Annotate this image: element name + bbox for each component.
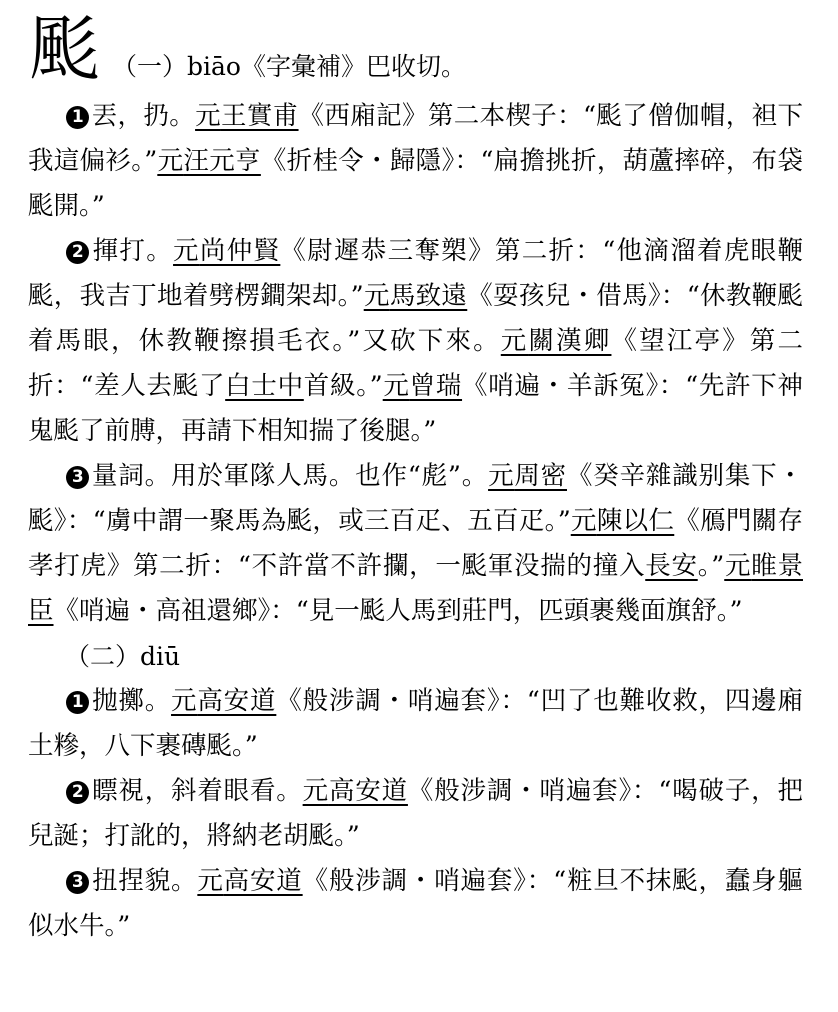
definition-text: 《哨遍・羊訴冤》：“先許下神鬼颩了前膊，再請下相知揣了後腿。” (28, 371, 803, 446)
definition-text: 丟，扔。 (91, 101, 196, 131)
proper-name: 汪元亨 (183, 146, 261, 176)
proper-name: 長安 (645, 551, 698, 581)
proper-name: 元 (363, 281, 390, 311)
proper-name: 高安道 (197, 686, 277, 716)
definition-text: 量詞。用於軍隊人馬。也作“彪”。 (91, 461, 489, 491)
definition-text: 《耍孩兒・借馬》：“休教鞭颩着馬眼，休教鞭擦損毛衣。”又砍下來。 (28, 281, 803, 356)
proper-name: 陳以仁 (596, 506, 675, 536)
proper-name: 馬致遠 (389, 281, 468, 311)
definition (28, 94, 803, 229)
definition-text: 。” (697, 551, 725, 581)
proper-name: 元 (171, 686, 198, 716)
proper-name: 曾瑞 (409, 371, 463, 401)
number-badge: 2 (66, 241, 89, 264)
proper-name: 關漢卿 (528, 326, 612, 356)
definition-text: 《望江亭》第二折：“差人去颩了 (28, 326, 803, 401)
proper-name: 元 (302, 776, 329, 806)
sense-2-label: （二）diū (65, 642, 181, 671)
proper-name: 元 (382, 371, 410, 401)
definition-text: 瞟視，斜着眼看。 (91, 776, 303, 806)
proper-name: 元 (195, 101, 221, 131)
proper-name: 王實甫 (220, 101, 299, 131)
definition (28, 679, 803, 769)
number-badge: 3 (66, 466, 89, 489)
proper-name: 元 (500, 326, 529, 356)
proper-name: 周密 (514, 461, 567, 491)
definition-text: 《鴈門關存孝打虎》第二折：“不許當不許攔，一颩軍没揣的撞入 (28, 506, 803, 581)
number-badge: 1 (66, 691, 89, 714)
proper-name: 元 (173, 236, 200, 266)
number-badge: 3 (66, 871, 89, 894)
headword: 颩 (30, 8, 100, 90)
definition (28, 859, 803, 949)
definition-text: 《哨遍・高祖還鄉》：“見一颩人馬到莊門，匹頭裹幾面旗舒。” (53, 596, 743, 626)
definition (28, 454, 803, 634)
definition-text: 《癸辛雜識别集下・颩》：“虜中謂一聚馬為颩，或三百疋、五百疋。” (28, 461, 803, 536)
sense-1-label: （一）biāo《字彙補》巴收切。 (112, 52, 466, 81)
proper-name: 尚仲賢 (199, 236, 281, 266)
proper-name: 元 (724, 551, 752, 581)
proper-name: 白士中 (225, 371, 304, 401)
number-badge: 1 (66, 106, 89, 129)
definition-text: 首級。” (303, 371, 383, 401)
proper-name: 睢景臣 (28, 551, 803, 626)
definition (28, 229, 803, 454)
entry-header (28, 10, 803, 88)
definition-text: 《般涉調・哨遍套》：“喝破子，把兒誕；打訛的，將納老胡颩。” (28, 776, 803, 851)
definition-text: 《般涉調・哨遍套》：“粧旦不抹颩，蠢身軀似水牛。” (28, 866, 803, 941)
definition-text: 《尉遲恭三奪槊》第二折：“他滴溜着虎眼鞭颩，我吉丁地着劈楞鐧架却。” (28, 236, 803, 311)
proper-name: 元 (157, 146, 184, 176)
proper-name: 元 (488, 461, 515, 491)
dictionary-entry (28, 10, 803, 949)
proper-name: 高安道 (223, 866, 303, 896)
proper-name: 高安道 (328, 776, 408, 806)
definition (28, 769, 803, 859)
number-badge: 2 (66, 781, 89, 804)
proper-name: 元 (197, 866, 224, 896)
definition-text: 抛擲。 (91, 686, 172, 716)
definition-text: 《般涉調・哨遍套》：“凹了也難收救，四邊廂土糝，八下裹磚颩。” (28, 686, 803, 761)
definition-text: 揮打。 (91, 236, 174, 266)
proper-name: 元 (570, 506, 597, 536)
definition-text: 扭捏貌。 (91, 866, 198, 896)
definition-text: 《折桂令・歸隱》：“扁擔挑折，葫蘆摔碎，布袋颩開。” (28, 146, 803, 221)
definition-text: 《西廂記》第二本楔子：“颩了僧伽帽，袒下我這偏衫。” (28, 101, 803, 176)
